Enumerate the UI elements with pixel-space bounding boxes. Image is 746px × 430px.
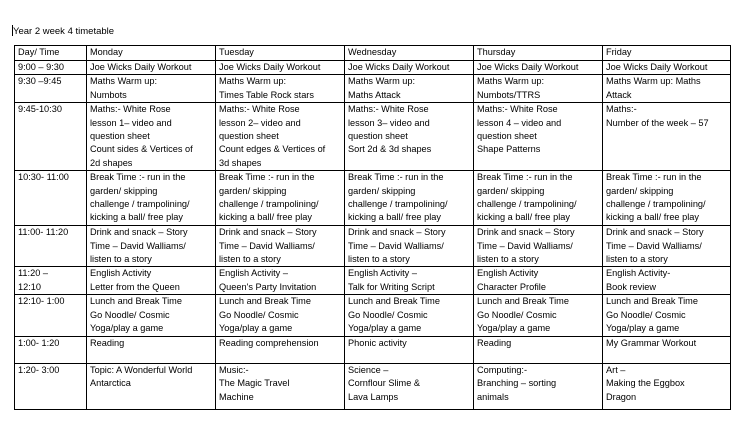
table-cell: Music:- The Magic Travel Machine <box>216 363 345 409</box>
header-cell-wednesday: Wednesday <box>345 46 474 61</box>
table-cell: Maths:- White Rose lesson 1– video and question sheet Count sides & Vertices of 2d shapes <box>87 103 216 171</box>
table-cell: Drink and snack – Story Time – David Walliams/ listen to a story <box>87 226 216 267</box>
table-cell: Maths Warm up: Numbots/TTRS <box>474 75 603 103</box>
table-cell: Topic: A Wonderful World Antarctica <box>87 363 216 409</box>
table-cell: Drink and snack – Story Time – David Walliams/ listen to a story <box>345 226 474 267</box>
time-cell: 9:30 –9:45 <box>15 75 87 103</box>
header-row <box>15 46 731 61</box>
header-cell-friday: Friday <box>603 46 731 61</box>
table-row <box>15 75 731 103</box>
table-cell: Joe Wicks Daily Workout <box>474 61 603 75</box>
table-cell: Reading <box>474 336 603 363</box>
table-cell: Reading <box>87 336 216 363</box>
table-row <box>15 226 731 267</box>
table-cell: Reading comprehension <box>216 336 345 363</box>
table-cell: Maths Warm up: Numbots <box>87 75 216 103</box>
table-cell: Joe Wicks Daily Workout <box>216 61 345 75</box>
time-cell: 12:10- 1:00 <box>15 295 87 336</box>
table-cell: Lunch and Break Time Go Noodle/ Cosmic Yoga/play a game <box>474 295 603 336</box>
table-cell: Computing:- Branching – sorting animals <box>474 363 603 409</box>
table-cell: English Activity Character Profile <box>474 267 603 295</box>
table-row <box>15 267 731 295</box>
table-cell: Lunch and Break Time Go Noodle/ Cosmic Yoga/play a game <box>345 295 474 336</box>
table-cell: Joe Wicks Daily Workout <box>87 61 216 75</box>
table-cell: Break Time :- run in the garden/ skipping challenge / trampolining/ kicking a ball/ free play <box>474 171 603 226</box>
table-cell: Joe Wicks Daily Workout <box>603 61 731 75</box>
header-cell-tuesday: Tuesday <box>216 46 345 61</box>
table-cell: Phonic activity <box>345 336 474 363</box>
header-cell-monday: Monday <box>87 46 216 61</box>
time-cell: 1:20- 3:00 <box>15 363 87 409</box>
time-cell: 1:00- 1:20 <box>15 336 87 363</box>
table-cell: Lunch and Break Time Go Noodle/ Cosmic Yoga/play a game <box>216 295 345 336</box>
table-cell: My Grammar Workout <box>603 336 731 363</box>
table-cell: English Activity – Talk for Writing Script <box>345 267 474 295</box>
table-cell: Drink and snack – Story Time – David Walliams/ listen to a story <box>474 226 603 267</box>
time-cell: 11:20 – 12:10 <box>15 267 87 295</box>
table-cell: Lunch and Break Time Go Noodle/ Cosmic Yoga/play a game <box>603 295 731 336</box>
time-cell: 10:30- 11:00 <box>15 171 87 226</box>
time-cell: 9:45-10:30 <box>15 103 87 171</box>
table-row <box>15 363 731 409</box>
table-cell: Science – Cornflour Slime & Lava Lamps <box>345 363 474 409</box>
table-cell: Drink and snack – Story Time – David Walliams/ listen to a story <box>216 226 345 267</box>
table-row <box>15 171 731 226</box>
table-cell: Maths:- White Rose lesson 2– video and question sheet Count edges & Vertices of 3d shapes <box>216 103 345 171</box>
header-cell-thursday: Thursday <box>474 46 603 61</box>
table-cell: Maths Warm up: Maths Attack <box>345 75 474 103</box>
table-cell: Maths:- White Rose lesson 4 – video and question sheet Shape Patterns <box>474 103 603 171</box>
table-row <box>15 295 731 336</box>
table-cell: Break Time :- run in the garden/ skipping challenge / trampolining/ kicking a ball/ free play <box>216 171 345 226</box>
table-row <box>15 336 731 363</box>
time-cell: 11:00- 11:20 <box>15 226 87 267</box>
table-cell: English Activity- Book review <box>603 267 731 295</box>
table-cell: Maths Warm up: Times Table Rock stars <box>216 75 345 103</box>
table-cell: English Activity Letter from the Queen <box>87 267 216 295</box>
table-cell: Art – Making the Eggbox Dragon <box>603 363 731 409</box>
document-title-text: Year 2 week 4 timetable <box>13 26 115 37</box>
table-row <box>15 61 731 75</box>
table-cell: Break Time :- run in the garden/ skipping challenge / trampolining/ kicking a ball/ free play <box>345 171 474 226</box>
time-cell: 9:00 – 9:30 <box>15 61 87 75</box>
document-title <box>12 25 114 38</box>
table-cell: English Activity – Queen's Party Invitation <box>216 267 345 295</box>
timetable <box>14 45 731 410</box>
table-cell: Lunch and Break Time Go Noodle/ Cosmic Yoga/play a game <box>87 295 216 336</box>
table-cell: Drink and snack – Story Time – David Walliams/ listen to a story <box>603 226 731 267</box>
table-cell: Maths Warm up: Maths Attack <box>603 75 731 103</box>
table-cell: Joe Wicks Daily Workout <box>345 61 474 75</box>
table-cell: Maths:- Number of the week – 57 <box>603 103 731 171</box>
table-cell: Maths:- White Rose lesson 3– video and question sheet Sort 2d & 3d shapes <box>345 103 474 171</box>
table-cell: Break Time :- run in the garden/ skipping challenge / trampolining/ kicking a ball/ free play <box>87 171 216 226</box>
table-cell: Break Time :- run in the garden/ skipping challenge / trampolining/ kicking a ball/ free play <box>603 171 731 226</box>
header-cell-day-time: Day/ Time <box>15 46 87 61</box>
table-row <box>15 103 731 171</box>
